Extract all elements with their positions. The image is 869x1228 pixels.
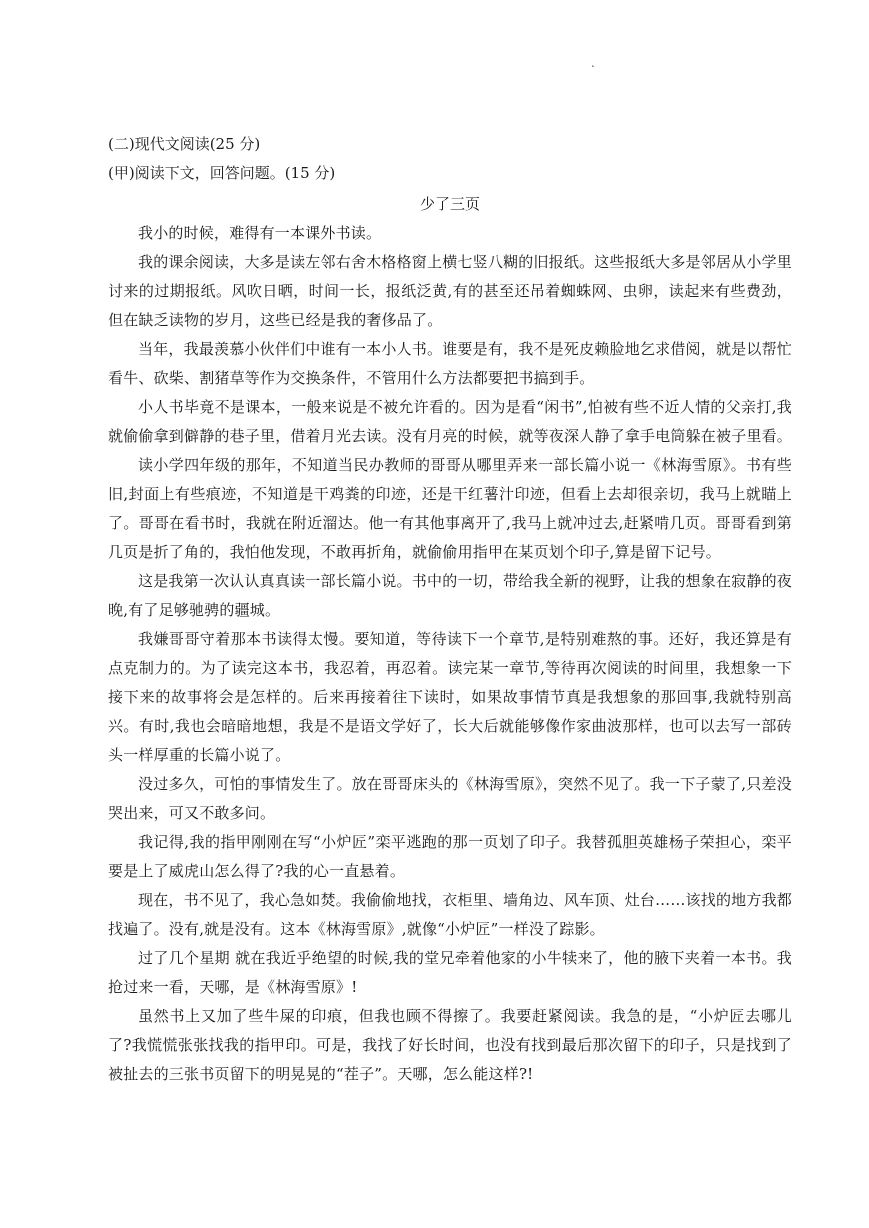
header-mark: . (591, 56, 595, 70)
paragraph: 现在，书不见了，我心急如焚。我偷偷地找，衣柜里、墙角边、风车顶、灶台……该找的地方我都找遍了。没有,就是没有。这本《林海雪原》,就像“小炉匠”一样没了踪影。 (108, 891, 792, 938)
sub-heading: (甲)阅读下文，回答问题。(15 分) (108, 164, 336, 182)
paragraph: 这是我第一次认认真真读一部长篇小说。书中的一切，带给我全新的视野，让我的想象在寂静的夜晚,有了足够驰骋的疆城。 (108, 572, 792, 619)
paragraph: 当年，我最羡慕小伙伴们中谁有一本小人书。谁要是有，我不是死皮赖脸地乞求借阅，就是以帮忙看牛、砍柴、割猪草等作为交换条件，不管用什么方法都要把书搞到手。 (108, 340, 792, 387)
paragraph: 虽然书上又加了些牛屎的印痕，但我也顾不得擦了。我要赶紧阅读。我急的是，“小炉匠去哪儿了?我慌慌张张找我的指甲印。可是，我找了好长时间，也没有找到最后那次留下的印子，只是找到了被扯去的三张书页留下的明晃晃的“茬子”。天哪，怎么能这样?! (108, 1007, 792, 1083)
paragraph: 小人书毕竟不是课本，一般来说是不被允许看的。因为是看“闲书”,怕被有些不近人情的父亲打,我就偷偷拿到僻静的巷子里，借着月光去读。没有月亮的时候，就等夜深人静了拿手电筒躲在被子里看。 (108, 398, 793, 445)
paragraph: 没过多久，可怕的事情发生了。放在哥哥床头的《林海雪原》，突然不见了。我一下子蒙了,只差没哭出来，可又不敢多问。 (108, 775, 792, 822)
paragraph: 过了几个星期 就在我近乎绝望的时候,我的堂兄牵着他家的小牛犊来了，他的腋下夹着一本书。我抢过来一看，天哪，是《林海雪原》! (108, 949, 792, 996)
paragraph: 我嫌哥哥守着那本书读得太慢。要知道，等待读下一个章节,是特别难熬的事。还好，我还算是有点克制力的。为了读完这本书，我忍着，再忍着。读完某一章节,等待再次阅读的时间里，我想象一下接下来的故事将会是怎样的。后来再接着往下读时，如果故事情节真是我想象的那回事,我就特别高兴。有时,我也会暗暗地想，我是不是语文学好了，长大后就能够像作家曲波那样，也可以去写一部砖头一样厚重的长篇小说了。 (108, 630, 792, 764)
paragraph: 我小的时候，难得有一本课外书读。 (138, 224, 382, 242)
paragraph: 我的课余阅读，大多是读左邻右舍木格格窗上横七竖八糊的旧报纸。这些报纸大多是邻居从小学里讨来的过期报纸。风吹日晒，时间一长，报纸泛黄,有的甚至还吊着蜘蛛网、虫卵，读起来有些费劲，但在缺乏读物的岁月，这些已经是我的奢侈品了。 (108, 253, 792, 329)
article-title: 少了三页 (419, 195, 480, 213)
paragraph: 我记得,我的指甲刚刚在写“小炉匠”栾平逃跑的那一页划了印子。我替孤胆英雄杨子荣担心，栾平要是上了威虎山怎么得了?我的心一直悬着。 (108, 833, 792, 880)
document-page (108, 130, 792, 1089)
paragraph: 读小学四年级的那年，不知道当民办教师的哥哥从哪里弄来一部长篇小说一《林海雪原》。书有些旧,封面上有些痕迹，不知道是干鸡粪的印迹，还是干红薯汁印迹，但看上去却很亲切，我马上就瞄上了。哥哥在看书时，我就在附近溜达。他一有其他事离开了,我马上就冲过去,赶紧啃几页。哥哥看到第几页是折了角的，我怕他发现，不敢再折角，就偷偷用指甲在某页划个印子,算是留下记号。 (108, 456, 792, 561)
section-heading: (二)现代文阅读(25 分) (108, 135, 261, 153)
